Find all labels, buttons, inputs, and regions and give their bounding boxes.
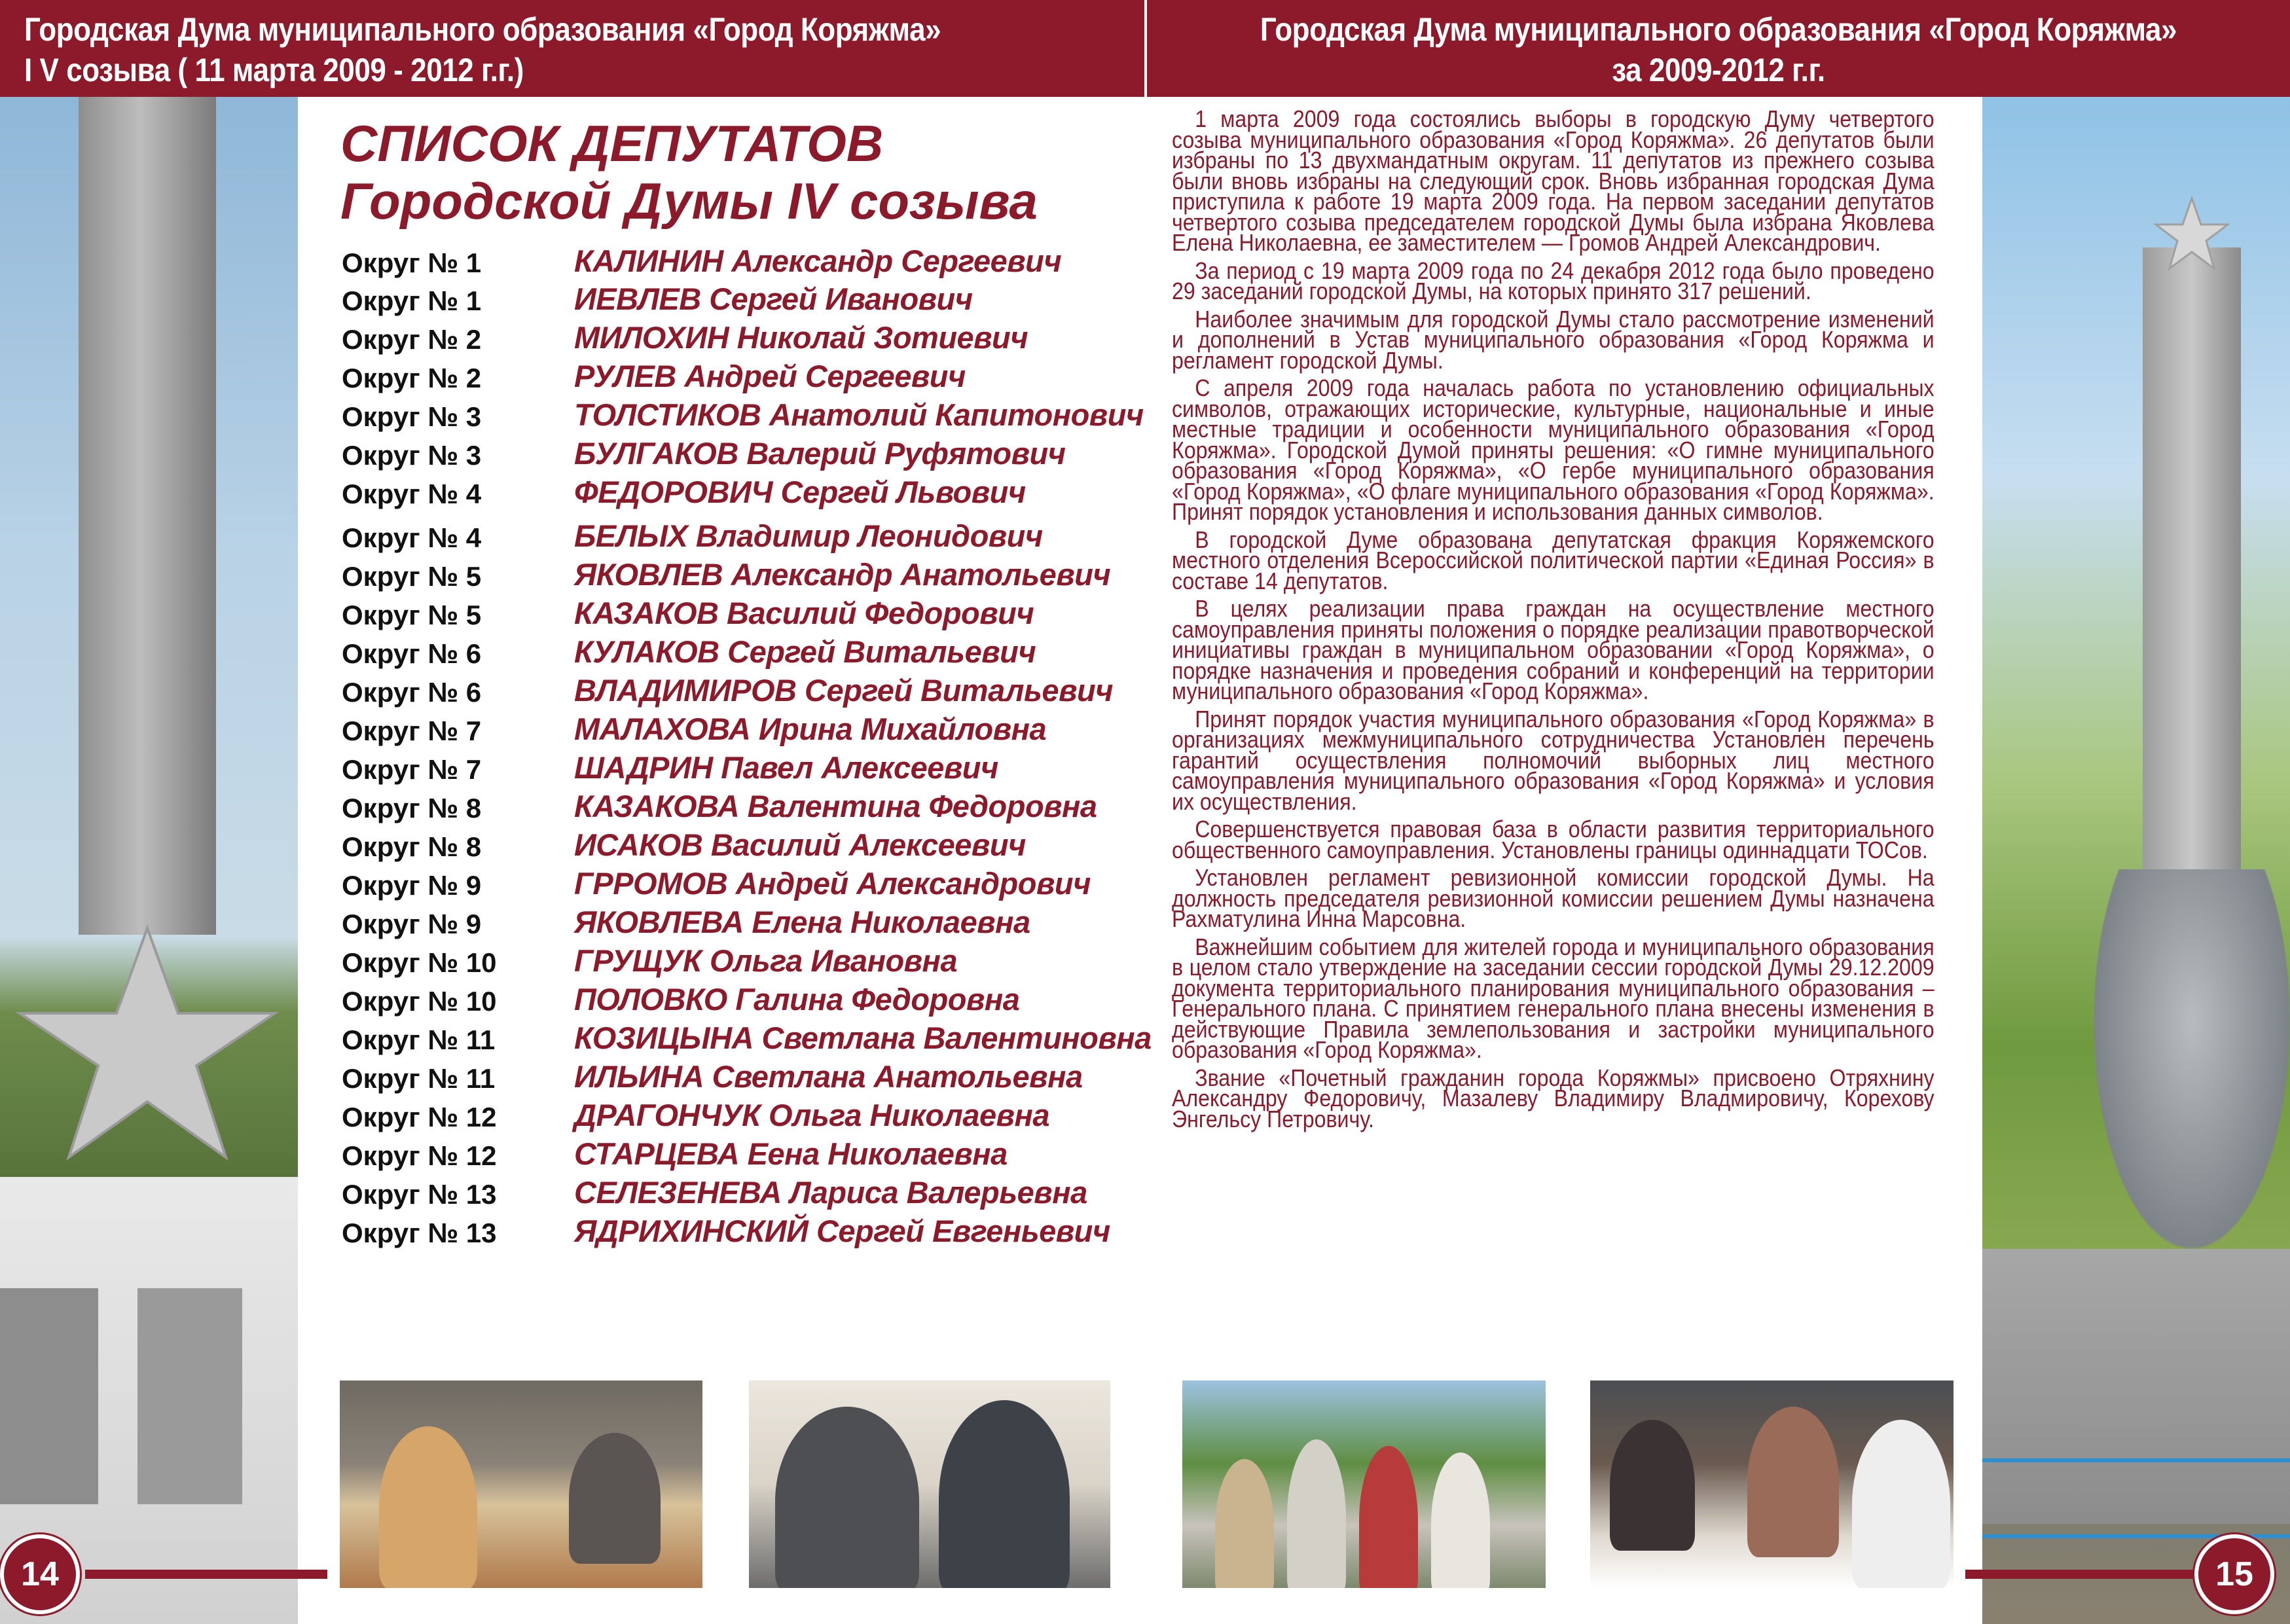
deputy-district: Округ № 10 <box>342 986 497 1017</box>
deputy-district: Округ № 11 <box>342 1063 496 1094</box>
deputy-name: ИСАКОВ Василий Алексеевич <box>574 827 1026 862</box>
deputy-district: Округ № 2 <box>342 363 482 393</box>
group-photo <box>1180 1378 1548 1591</box>
person-figure <box>1852 1420 1950 1590</box>
deputies-list-title <box>340 115 1038 230</box>
deputy-name: ГРУЩУК Ольга Ивановна <box>574 943 958 978</box>
deputy-name: МАЛАХОВА Ирина Михайловна <box>574 712 1047 746</box>
article-paragraph: Наиболее значимым для городской Думы стало рассмотрение изменений и дополнений в Устав муниципального образования «Город Коряжма и регламент городской Думы. <box>1172 305 1935 374</box>
page-number-left: 14 <box>0 1534 80 1614</box>
deputy-name: ЯКОВЛЕВА Елена Николаевна <box>574 905 1030 939</box>
deputy-district: Округ № 6 <box>342 638 482 669</box>
person-figure <box>1287 1439 1346 1591</box>
page-number-right: 15 <box>2194 1534 2274 1614</box>
deputy-name: БУЛГАКОВ Валерий Руфятович <box>574 436 1066 471</box>
header-right-title: Городская Дума муниципального образования «Город Коряжма» <box>1260 11 2177 48</box>
deputy-name: СТАРЦЕВА Еена Николаевна <box>574 1136 1008 1171</box>
deputy-name: КАЗАКОВА Валентина Федоровна <box>574 789 1097 823</box>
deputy-district: Округ № 7 <box>342 754 482 785</box>
deputy-district: Округ № 4 <box>342 478 482 509</box>
blue-fence <box>1982 1458 2290 1538</box>
person-figure <box>939 1400 1070 1591</box>
deputy-name: ИЛЬИНА Светлана Анатольевна <box>574 1059 1083 1094</box>
session-photo-2 <box>746 1378 1113 1591</box>
deputy-district: Округ № 2 <box>342 324 482 355</box>
article-paragraph: В целях реализации права граждан на осуществление местного самоуправления приняты положения о порядке реализации правотворческой инициативы граждан в муниципальном образовании «Город Коряжма», о порядке назначения и проведения собраний и конференций на территории муниципального образования «Город Коряжма». <box>1172 595 1935 704</box>
deputy-district: Округ № 12 <box>342 1140 497 1171</box>
article-paragraph: 1 марта 2009 года состоялись выборы в городскую Думу четвертого созыва муниципального образования «Город Коряжма». 26 депутатов были избраны по 13 двухмандатным округам. 11 депутатов из прежнего созыва были вновь избраны на следующий срок. Вновь избранная городская Дума приступила к работе 19 марта 2009 года. На первом заседании депутатов четвертого созыва председателем городской Думы была избрана Яковлева Елена Николаевна, ее заместителем — Громов Андрей Александрович. <box>1172 105 1935 256</box>
soldier-statue <box>2094 869 2290 1249</box>
obelisk <box>79 97 216 935</box>
deputy-district: Округ № 9 <box>342 870 482 901</box>
person-figure <box>379 1426 477 1590</box>
deputy-name: ЯДРИХИНСКИЙ Сергей Евгеньевич <box>574 1214 1110 1248</box>
deputy-name: МИЛОХИН Николай Зотиевич <box>574 320 1028 355</box>
deputy-district: Округ № 1 <box>342 285 482 316</box>
person-figure <box>775 1407 919 1591</box>
deputy-name: ЯКОВЛЕВ Александр Анатольевич <box>574 557 1111 592</box>
footer-bar-right <box>1965 1570 2201 1579</box>
footer-bar-left <box>85 1570 327 1579</box>
person-figure <box>1431 1453 1490 1591</box>
deputy-district: Округ № 6 <box>342 677 482 708</box>
deputy-district: Округ № 13 <box>342 1179 497 1210</box>
deputy-district: Округ № 8 <box>342 793 482 823</box>
deputy-district: Округ № 3 <box>342 401 482 432</box>
deputy-district: Округ № 13 <box>342 1218 497 1248</box>
header-right <box>1147 0 2290 97</box>
deputy-district: Округ № 11 <box>342 1024 496 1055</box>
article-text <box>1172 105 1935 1136</box>
person-figure <box>569 1433 661 1564</box>
header-left-title: Городская Дума муниципального образования «Город Коряжма» <box>24 11 941 48</box>
deputy-district: Округ № 12 <box>342 1102 497 1132</box>
deputy-name: СЕЛЕЗЕНЕВА Лариса Валерьевна <box>574 1175 1087 1210</box>
monument-photo-right <box>1982 97 2290 1624</box>
person-figure <box>1215 1459 1274 1591</box>
deputy-name: КОЗИЦЫНА Светлана Валентиновна <box>574 1020 1152 1055</box>
deputy-district: Округ № 4 <box>342 522 482 553</box>
deputy-name: ДРАГОНЧУК Ольга Николаевна <box>574 1098 1050 1132</box>
star-icon <box>7 922 288 1170</box>
deputy-district: Округ № 9 <box>342 909 482 939</box>
deputy-name: ГРРОМОВ Андрей Александрович <box>574 866 1091 901</box>
deputy-district: Округ № 7 <box>342 715 482 746</box>
article-paragraph: В городской Думе образована депутатская фракция Коряжемского местного отделения Всероссийской политической партии «Единая Россия» в составе 14 депутатов. <box>1172 526 1935 594</box>
deputy-district: Округ № 8 <box>342 831 482 862</box>
deputy-name: КАЛИНИН Александр Сергеевич <box>574 244 1062 278</box>
title-line-2: Городской Думы IV созыва <box>340 172 1038 230</box>
person-figure <box>1359 1446 1418 1591</box>
memorial-plaque-2 <box>137 1288 242 1504</box>
article-paragraph: Установлен регламент ревизионной комиссии городской Думы. На должность председателя ревизионной комиссии решением Думы назначена Рахматулина Инна Марсовна. <box>1172 864 1935 932</box>
deputy-name: ТОЛСТИКОВ Анатолий Капитонович <box>574 397 1144 432</box>
deputy-district: Округ № 5 <box>342 561 482 592</box>
meeting-photo <box>1588 1378 1956 1591</box>
person-figure <box>1610 1420 1695 1551</box>
header-right-subtitle: за 2009-2012 г.г. <box>1612 52 1825 88</box>
deputy-name: ШАДРИН Павел Алексеевич <box>574 750 998 785</box>
article-paragraph: За период с 19 марта 2009 года по 24 декабря 2012 года было проведено 29 заседаний городской Думы, на которых принято 317 решений. <box>1172 257 1935 304</box>
article-paragraph: Совершенствуется правовая база в области развития территориального общественного самоуправления. Установлены границы одиннадцати ТОСов. <box>1172 816 1935 863</box>
title-line-1: СПИСОК ДЕПУТАТОВ <box>340 115 884 172</box>
deputy-district: Округ № 10 <box>342 947 497 978</box>
header-left <box>0 0 1144 97</box>
deputy-name: ИЕВЛЕВ Сергей Иванович <box>574 281 973 316</box>
article-paragraph: С апреля 2009 года началась работа по установлению официальных символов, отражающих исторические, культурные, национальные и иные местные традиции и особенности муниципального образования «Город Коряжма». Городской Думой приняты решения: «О гимне муниципального образования «Город Коряжма», «О гербе муниципального образования «Город Коряжма», «О флаге муниципального образования «Город Коряжма». Принят порядок установления и использования данных символов. <box>1172 374 1935 525</box>
header-left-subtitle: I V созыва ( 11 марта 2009 - 2012 г.г.) <box>24 52 524 88</box>
session-photo-1 <box>337 1378 705 1591</box>
deputy-name: ФЕДОРОВИЧ Сергей Львович <box>574 475 1026 509</box>
order-star-icon <box>2153 195 2231 274</box>
deputy-district: Округ № 3 <box>342 440 482 471</box>
deputy-name: КУЛАКОВ Сергей Витальевич <box>574 634 1036 669</box>
article-paragraph: Принят порядок участия муниципального образования «Город Коряжма» в организациях межмуниципального сотрудничества Установлен перечень гарантий осуществления полномочий выборных лиц местного самоуправления муниципального образования «Город Коряжма» и условия их осуществления. <box>1172 705 1935 815</box>
article-paragraph: Звание «Почетный гражданин города Коряжмы» присвоено Отряхнину Александру Федоровичу, Мазалеву Владимиру Владмировичу, Корехову Энгельсу Петровичу. <box>1172 1064 1935 1132</box>
article-paragraph: Важнейшим событием для жителей города и муниципального образования в целом стало утверждение на заседании сессии городской Думы 29.12.2009 документа территориального планирования муниципального образования – Генерального плана. С принятием генерального плана внесены изменения в действующие Правила землепользования и застройки муниципального образования «Город Коряжма». <box>1172 933 1935 1063</box>
deputy-district: Округ № 5 <box>342 600 482 630</box>
person-figure <box>1747 1407 1839 1557</box>
memorial-plaque <box>0 1288 98 1504</box>
deputy-name: ВЛАДИМИРОВ Сергей Витальевич <box>574 673 1114 708</box>
monument-photo-left <box>0 97 298 1624</box>
deputy-name: БЕЛЫХ Владимир Леонидович <box>574 518 1043 553</box>
deputy-name: ПОЛОВКО Галина Федоровна <box>574 982 1020 1017</box>
deputy-district: Округ № 1 <box>342 247 482 278</box>
deputy-name: РУЛЕВ Андрей Сергеевич <box>574 359 966 393</box>
deputy-name: КАЗАКОВ Василий Федорович <box>574 596 1034 630</box>
